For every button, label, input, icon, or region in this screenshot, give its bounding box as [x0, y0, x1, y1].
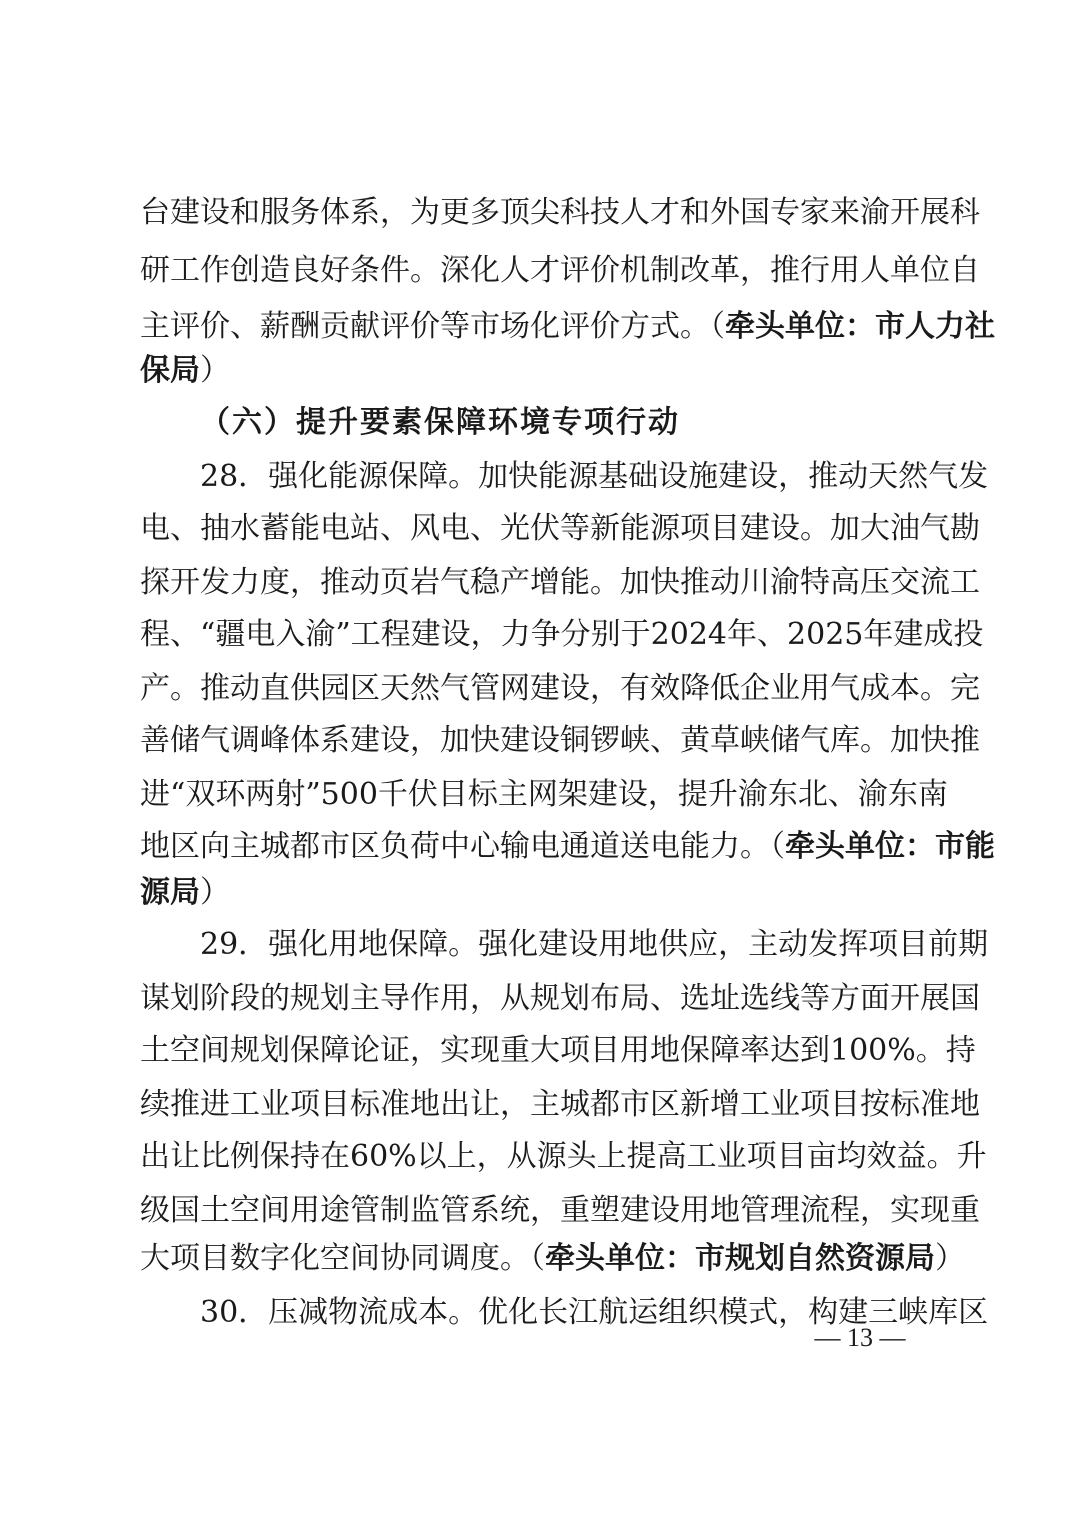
text-line: 续推进工业项目标准地出让，主城都市区新增工业项目按标准地	[140, 1087, 980, 1122]
text-line: 进“双环两射”500千伏目标主网架建设，提升渝东北、渝东南	[140, 777, 948, 812]
lead-unit: 牵头单位：市能	[785, 829, 995, 864]
text-segment: ）	[200, 875, 230, 910]
lead-unit: 牵头单位：市人力社	[725, 309, 995, 344]
text-segment: 30．压减物流成本。优化长江航运组织模式，构建三峡库区	[200, 1295, 989, 1330]
text-segment: 地区向主城都市区负荷中心输电通道送电能力。（	[140, 829, 785, 864]
text-line: 产。推动直供园区天然气管网建设，有效降低企业用气成本。完	[140, 671, 980, 706]
text-line	[140, 1230, 965, 1288]
text-segment: 主评价、薪酬贡献评价等市场化评价方式。（	[140, 309, 725, 344]
text-segment: 28．强化能源保障。加快能源基础设施建设，推动天然气发	[200, 459, 989, 494]
text-line: 程、“疆电入渝”工程建设，力争分别于2024年、2025年建成投	[140, 617, 984, 652]
text-line: 出让比例保持在60%以上，从源头上提高工业项目亩均效益。升	[140, 1139, 987, 1174]
text-line: 级国土空间用途管制监管系统，重塑建设用地管理流程，实现重	[140, 1193, 980, 1228]
section-heading: （六）提升要素保障环境专项行动	[200, 405, 680, 440]
text-line	[140, 342, 938, 400]
text-segment: 29．强化用地保障。强化建设用地供应，主动发挥项目前期	[200, 927, 989, 962]
text-line: 谋划阶段的规划主导作用，从规划布局、选址选线等方面开展国	[140, 981, 980, 1016]
text-line: 电、抽水蓄能电站、风电、光伏等新能源项目建设。加大油气勘	[140, 511, 980, 546]
text-line: 探开发力度，推动页岩气稳产增能。加快推动川渝特高压交流工	[140, 565, 980, 600]
item-29-line	[140, 916, 989, 974]
text-segment: ）	[200, 353, 230, 388]
lead-unit: 保局	[140, 353, 200, 388]
text-line: 土空间规划保障论证，实现重大项目用地保障率达到100%。持	[140, 1033, 976, 1068]
text-segment: 大项目数字化空间协同调度。（	[140, 1241, 545, 1276]
lead-unit: 源局	[140, 875, 200, 910]
text-segment: ）	[935, 1241, 965, 1276]
lead-unit: 牵头单位：市规划自然资源局	[545, 1241, 935, 1276]
text-line: 台建设和服务体系，为更多顶尖科技人才和外国专家来渝开展科	[140, 195, 980, 230]
page-number: — 13 —	[814, 1323, 906, 1352]
item-28-line	[140, 448, 989, 506]
text-line: 善储气调峰体系建设，加快建设铜锣峡、黄草峡储气库。加快推	[140, 723, 980, 758]
text-line	[140, 864, 938, 922]
text-line: 研工作创造良好条件。深化人才评价机制改革，推行用人单位自	[140, 253, 980, 288]
